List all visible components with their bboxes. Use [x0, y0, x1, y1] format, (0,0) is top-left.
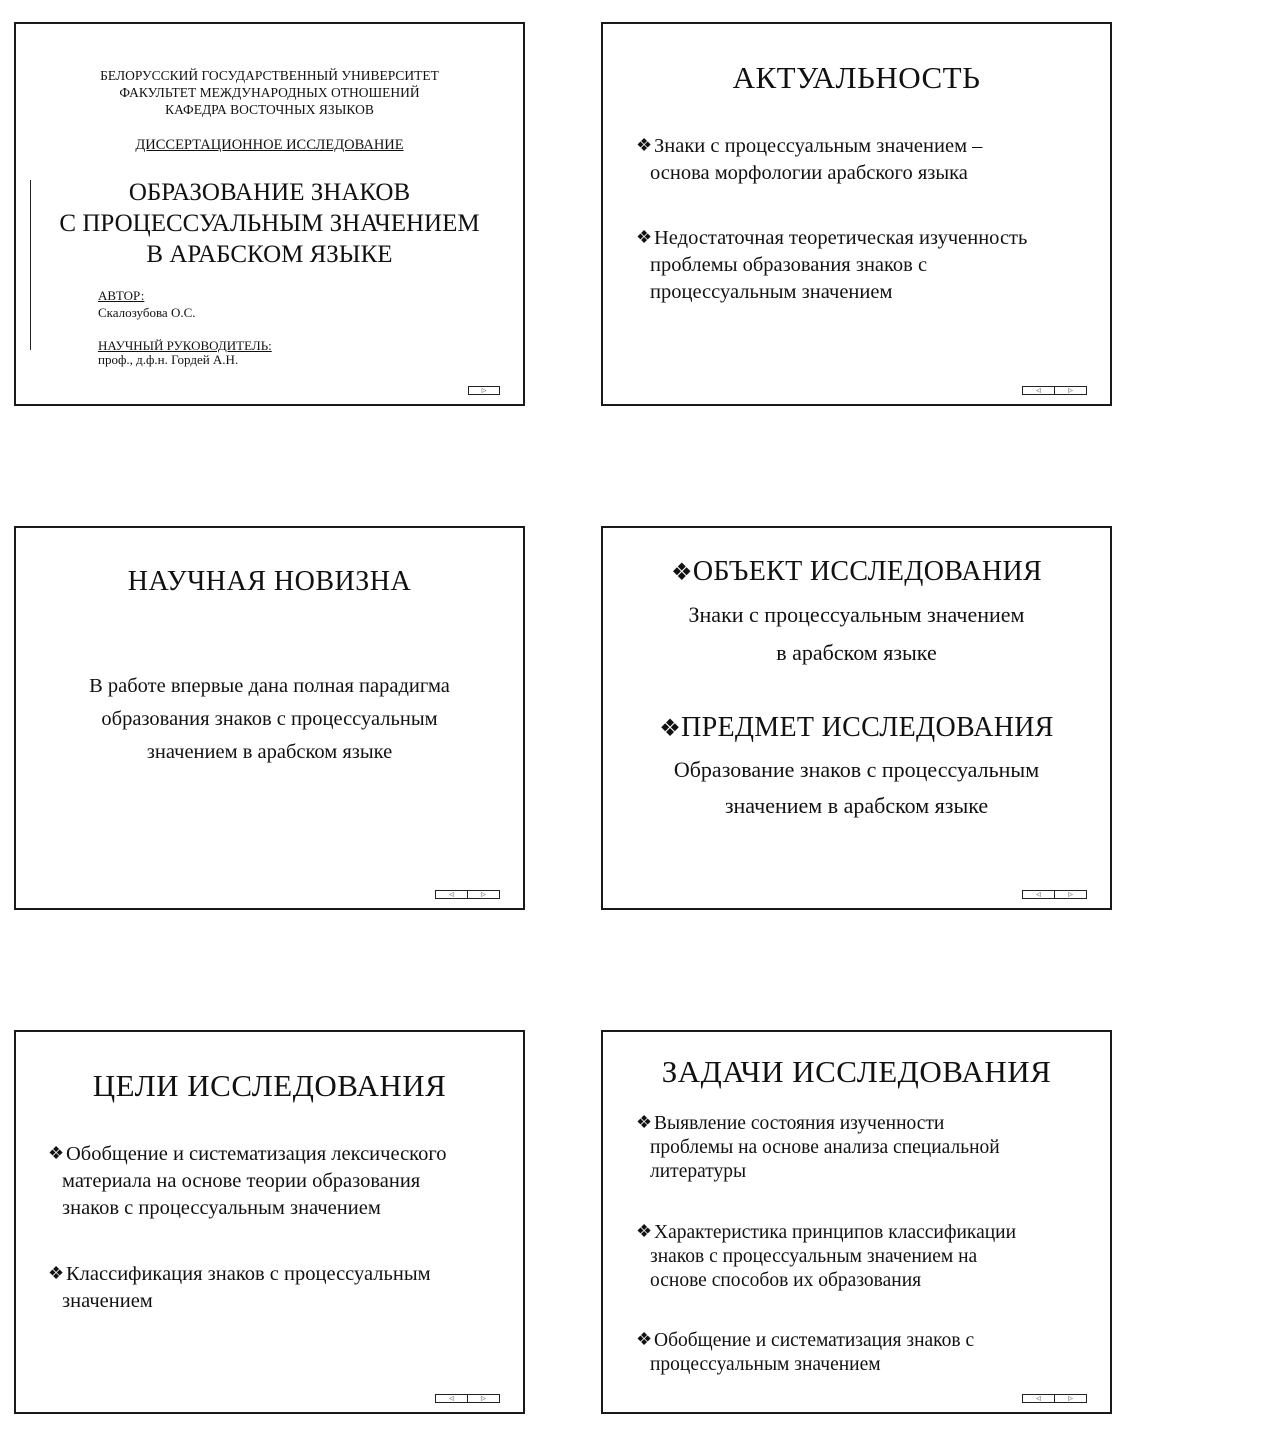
diamond-cluster-icon: ❖	[636, 1112, 653, 1132]
text-line: Образование знаков с процессуальным	[673, 757, 1040, 782]
object-text	[603, 596, 1110, 672]
work-type: ДИССЕРТАЦИОННОЕ ИССЛЕДОВАНИЕ	[135, 137, 404, 153]
list-item	[636, 1329, 1106, 1377]
next-slide-button[interactable]	[1054, 1395, 1086, 1402]
bullet-line: проблемы на основе анализа специальной	[650, 1137, 1000, 1158]
triangle-right-icon: ▷	[481, 891, 486, 898]
triangle-right-icon: ▷	[481, 1395, 486, 1402]
slide-object-subject	[601, 526, 1112, 910]
text-line: значением в арабском языке	[724, 793, 989, 818]
slide-tasks	[601, 1030, 1112, 1414]
text-line: значением в арабском языке	[146, 741, 393, 763]
prev-slide-button[interactable]	[436, 1395, 467, 1402]
subject-text	[603, 752, 1110, 824]
list-item	[636, 133, 1096, 187]
bullet-line: процессуальным значением	[650, 1354, 881, 1375]
triangle-left-icon: ◁	[449, 1395, 454, 1402]
faculty-name: ФАКУЛЬТЕТ МЕЖДУНАРОДНЫХ ОТНОШЕНИЙ	[119, 85, 420, 100]
next-slide-button[interactable]	[467, 1395, 499, 1402]
bullet-line: Классификация знаков с процессуальным	[66, 1263, 431, 1285]
slide-goals	[14, 1030, 525, 1414]
diamond-cluster-icon: ❖	[659, 716, 682, 742]
slide-nav	[435, 890, 500, 899]
list-item	[48, 1261, 518, 1315]
bullet-line: Знаки с процессуальным значением –	[654, 135, 983, 157]
bullet-line: Характеристика принципов классификации	[654, 1222, 1017, 1243]
diamond-cluster-icon: ❖	[48, 1263, 65, 1283]
department-name: КАФЕДРА ВОСТОЧНЫХ ЯЗЫКОВ	[165, 102, 374, 117]
subject-heading	[603, 712, 1110, 744]
advisor-name: проф., д.ф.н. Гордей А.Н.	[98, 352, 239, 367]
author-name: Скалозубова О.С.	[98, 305, 196, 320]
list-item	[636, 1221, 1106, 1293]
bullet-line: Недостаточная теоретическая изученность	[654, 227, 1028, 249]
bullet-line: Обобщение и систематизация лексического	[66, 1143, 447, 1165]
slide-nav	[468, 386, 500, 395]
text-line: Знаки с процессуальным значением	[688, 602, 1025, 627]
slide-relevance	[601, 22, 1112, 406]
title-line: С ПРОЦЕССУАЛЬНЫМ ЗНАЧЕНИЕМ	[59, 210, 480, 237]
bullet-line: знаков с процессуальным значением	[62, 1197, 381, 1219]
slide-title: ЗАДАЧИ ИССЛЕДОВАНИЯ	[661, 1054, 1052, 1089]
slide-title: НАУЧНАЯ НОВИЗНА	[127, 566, 412, 597]
slide-nav	[1022, 1394, 1087, 1403]
title-line: В АРАБСКОМ ЯЗЫКЕ	[146, 241, 393, 268]
diamond-cluster-icon: ❖	[636, 135, 653, 155]
list-item	[636, 225, 1106, 306]
bullet-line: знаков с процессуальным значением на	[650, 1246, 978, 1267]
next-slide-button[interactable]	[1054, 891, 1086, 898]
slide-title	[14, 22, 525, 406]
institution-block	[16, 67, 523, 118]
slide-novelty	[14, 526, 525, 910]
diamond-cluster-icon: ❖	[636, 1329, 653, 1349]
triangle-left-icon: ◁	[1036, 1395, 1041, 1402]
bullet-line: основа морфологии арабского языка	[650, 162, 968, 184]
advisor-label: НАУЧНЫЙ РУКОВОДИТЕЛЬ:	[98, 338, 272, 353]
list-item	[636, 1112, 1106, 1184]
triangle-left-icon: ◁	[449, 891, 454, 898]
triangle-right-icon: ▷	[481, 387, 487, 394]
diamond-cluster-icon: ❖	[48, 1143, 65, 1163]
title-line: ОБРАЗОВАНИЕ ЗНАКОВ	[128, 179, 411, 206]
list-item	[48, 1141, 518, 1222]
text-line: В работе впервые дана полная парадигма	[89, 675, 450, 697]
diamond-cluster-icon: ❖	[671, 560, 693, 586]
text-line: в арабском языке	[776, 640, 937, 665]
author-label: АВТОР:	[98, 288, 145, 303]
triangle-right-icon: ▷	[1068, 891, 1073, 898]
bullet-line: проблемы образования знаков с	[650, 254, 928, 276]
slide-nav	[1022, 890, 1087, 899]
object-title: ОБЪЕКТ ИССЛЕДОВАНИЯ	[692, 556, 1042, 587]
bullet-line: значением	[62, 1290, 153, 1312]
bullet-line: Обобщение и систематизация знаков с	[654, 1330, 975, 1351]
prev-slide-button[interactable]	[1023, 891, 1054, 898]
triangle-left-icon: ◁	[1036, 891, 1041, 898]
novelty-text	[16, 670, 523, 769]
bullet-line: основе способов их образования	[650, 1270, 922, 1291]
dissertation-title	[16, 177, 523, 270]
next-slide-button[interactable]	[1054, 387, 1086, 394]
bullet-line: материала на основе теории образования	[62, 1170, 421, 1192]
diamond-cluster-icon: ❖	[636, 1221, 653, 1241]
triangle-right-icon: ▷	[1068, 387, 1073, 394]
object-heading	[603, 556, 1110, 588]
text-line: образования знаков с процессуальным	[101, 708, 438, 730]
subject-title: ПРЕДМЕТ ИССЛЕДОВАНИЯ	[681, 712, 1054, 743]
bullet-line: Выявление состояния изученности	[654, 1113, 945, 1134]
bullet-line: процессуальным значением	[650, 281, 893, 303]
prev-slide-button[interactable]	[436, 891, 467, 898]
slide-title: ЦЕЛИ ИССЛЕДОВАНИЯ	[92, 1068, 447, 1103]
diamond-cluster-icon: ❖	[636, 227, 653, 247]
university-name: БЕЛОРУССКИЙ ГОСУДАРСТВЕННЫЙ УНИВЕРСИТЕТ	[100, 68, 439, 83]
next-slide-button[interactable]	[467, 891, 499, 898]
slide-nav	[1022, 386, 1087, 395]
prev-slide-button[interactable]	[1023, 387, 1054, 394]
next-slide-button[interactable]	[469, 387, 499, 394]
slide-nav	[435, 1394, 500, 1403]
triangle-right-icon: ▷	[1068, 1395, 1073, 1402]
triangle-left-icon: ◁	[1036, 387, 1041, 394]
bullet-line: литературы	[650, 1161, 747, 1182]
prev-slide-button[interactable]	[1023, 1395, 1054, 1402]
slide-title: АКТУАЛЬНОСТЬ	[732, 60, 981, 95]
